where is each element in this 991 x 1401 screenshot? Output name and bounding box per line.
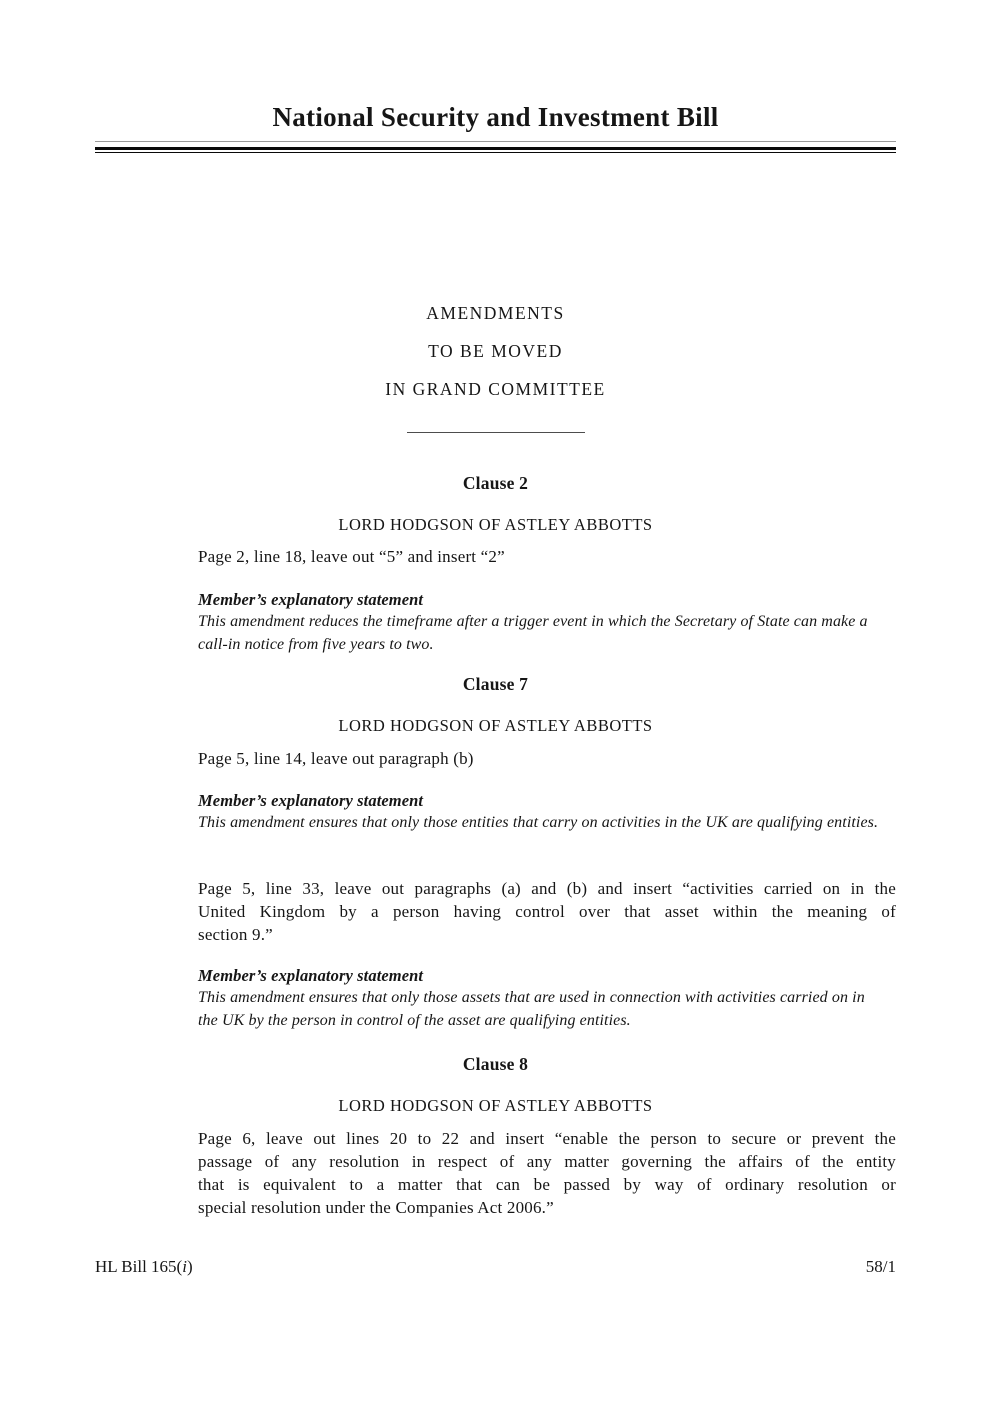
separator-line — [407, 432, 585, 433]
title-rule-thick — [95, 147, 896, 150]
title-rule-thin — [95, 152, 896, 153]
page-footer — [95, 1257, 896, 1277]
explanatory-heading: Member’s explanatory statement — [198, 791, 424, 810]
explanatory-text: This amendment ensures that only those entities that carry on activities in the UK are qualifying entities. — [198, 814, 879, 831]
footer-page-ref: 58/1 — [865, 1257, 896, 1276]
clause-heading: Clause 2 — [462, 473, 529, 493]
amendment-text-line: Page 6, leave out lines 20 to 22 and insert “enable the person to secure or prevent the — [198, 1129, 896, 1148]
amendment-text-line: special resolution under the Companies Act 2006.” — [198, 1198, 554, 1217]
preamble-amendments: AMENDMENTS — [426, 303, 565, 323]
amendment-text-line: that is equivalent to a matter that can be passed by way of ordinary resolution or — [198, 1175, 896, 1194]
clause-heading: Clause 8 — [462, 1054, 529, 1074]
footer-bill-prefix: HL Bill 165( — [95, 1257, 183, 1276]
mover-name: LORD HODGSON OF ASTLEY ABBOTTS — [338, 515, 653, 534]
title-rule-gray — [95, 141, 896, 142]
amendment-text-line: passage of any resolution in respect of any matter governing the affairs of the entity — [198, 1152, 896, 1171]
explanatory-heading: Member’s explanatory statement — [198, 590, 424, 609]
amendment-text-line: United Kingdom by a person having control over that asset within the meaning of — [198, 902, 896, 921]
preamble-to-be-moved: TO BE MOVED — [428, 341, 563, 361]
explanatory-text: This amendment reduces the timeframe after a trigger event in which the Secretary of State can make a call-in notice from five years to two. — [198, 613, 868, 653]
footer-bill-number — [95, 1257, 193, 1277]
explanatory-heading: Member’s explanatory statement — [198, 966, 424, 985]
amendment-text-line: Page 5, line 33, leave out paragraphs (a) and (b) and insert “activities carried on in the — [198, 879, 896, 898]
mover-name: LORD HODGSON OF ASTLEY ABBOTTS — [338, 716, 653, 735]
mover-name: LORD HODGSON OF ASTLEY ABBOTTS — [338, 1096, 653, 1115]
document-title: National Security and Investment Bill — [272, 102, 719, 132]
footer-bill-italic: i — [182, 1257, 187, 1276]
clause-heading: Clause 7 — [462, 674, 529, 694]
amendment-text: Page 2, line 18, leave out “5” and insert “2” — [198, 547, 505, 566]
amendment-text: Page 5, line 14, leave out paragraph (b) — [198, 749, 474, 768]
footer-bill-suffix: ) — [186, 1257, 193, 1276]
explanatory-text: This amendment ensures that only those assets that are used in connection with activities carried on in the UK by the person in control of the asset are qualifying entities. — [198, 989, 865, 1029]
preamble-grand-committee: IN GRAND COMMITTEE — [385, 379, 606, 399]
amendment-text-line: section 9.” — [198, 925, 273, 944]
